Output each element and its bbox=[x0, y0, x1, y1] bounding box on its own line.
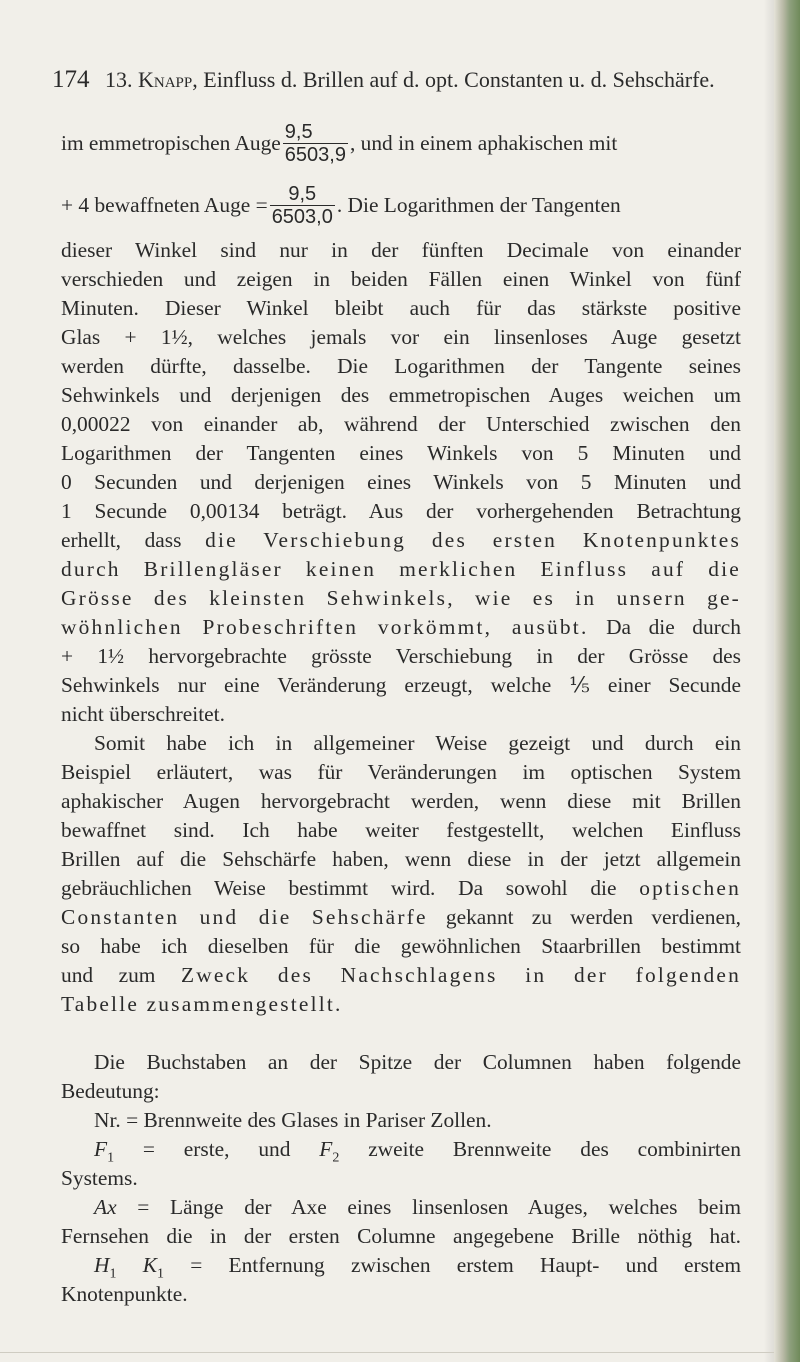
spaced-emphasis: die Verschiebung des ersten Knotenpunktes bbox=[205, 528, 741, 552]
subscript: 1 bbox=[109, 1266, 117, 1282]
definition-nr: Nr. = Brennweite des Glases in Pariser Zollen. bbox=[94, 1108, 492, 1132]
text-fragment: = Entfernung zwischen erstem Haupt- und erstem bbox=[190, 1253, 741, 1277]
text-line: bewaffnet sind. Ich habe weiter festgestellt, welchen Einfluss bbox=[61, 818, 741, 842]
formula-line-1 bbox=[61, 112, 741, 174]
symbol-f1: F bbox=[94, 1137, 108, 1161]
definitions-list bbox=[61, 1106, 741, 1309]
subscript: 2 bbox=[332, 1150, 340, 1166]
text-line: 0,00022 von einander ab, während der Unterschied zwischen den bbox=[61, 412, 741, 436]
text-line: so habe ich dieselben für die gewöhnlichen Staarbrillen bestimmt bbox=[61, 934, 741, 958]
text-line bbox=[61, 526, 741, 555]
text-fragment: Da die durch bbox=[606, 615, 741, 639]
paragraph-gap bbox=[61, 1019, 741, 1048]
definition-ax bbox=[61, 1193, 741, 1222]
fraction-1-numerator: 9,5 bbox=[284, 120, 313, 143]
text-fragment: erhellt, dass bbox=[61, 528, 182, 552]
text-line: Beispiel erläutert, was für Veränderungen im optischen System bbox=[61, 760, 741, 784]
text-line: Bedeutung: bbox=[61, 1079, 160, 1103]
formula1-after: , und in einem aphakischen mit bbox=[349, 130, 618, 155]
symbol-k1: K bbox=[142, 1253, 157, 1277]
spaced-emphasis: durch Brillengläser keinen merklichen Einfluss auf die bbox=[61, 557, 741, 581]
spaced-emphasis: Zweck des Nachschlagens in der folgenden bbox=[180, 963, 741, 987]
text-line bbox=[61, 903, 741, 932]
text-fragment: gekannt zu werden verdienen, bbox=[445, 905, 741, 929]
definition-hk bbox=[61, 1251, 741, 1280]
text-line: 1 Secunde 0,00134 beträgt. Aus der vorhergehenden Betrachtung bbox=[61, 499, 741, 523]
bottom-rule bbox=[0, 1352, 774, 1353]
text-line: 0 Secunden und derjenigen eines Winkels von 5 Minuten und bbox=[61, 470, 741, 494]
text-line: werden dürfte, dasselbe. Die Logarithmen der Tangente seines bbox=[61, 354, 741, 378]
running-header bbox=[52, 66, 752, 94]
spaced-emphasis: wöhnlichen Probeschriften vorkömmt, ausübt. bbox=[61, 615, 589, 639]
spaced-emphasis: optischen bbox=[639, 876, 741, 900]
text-line: Sehwinkels und derjenigen des emmetropischen Auges weichen um bbox=[61, 383, 741, 407]
text-line: dieser Winkel sind nur in der fünften Decimale von einander bbox=[61, 238, 741, 262]
text-fragment: und zum bbox=[61, 963, 156, 987]
text-line bbox=[61, 613, 741, 642]
header-author: Knapp, bbox=[138, 67, 198, 92]
text-line: Fernsehen die in der ersten Columne angegebene Brille nöthig hat. bbox=[61, 1224, 741, 1248]
text-line: nicht überschreitet. bbox=[61, 702, 225, 726]
page-edge bbox=[774, 0, 800, 1362]
text-line: Minuten. Dieser Winkel bleibt auch für das stärkste positive bbox=[61, 296, 741, 320]
body-text bbox=[61, 112, 741, 1309]
text-line bbox=[61, 961, 741, 990]
text-line: Brillen auf die Sehschärfe haben, wenn diese in der jetzt allgemein bbox=[61, 847, 741, 871]
text-line: Die Buchstaben an der Spitze der Columnen haben folgende bbox=[94, 1050, 741, 1074]
symbol-ax: Ax bbox=[94, 1195, 117, 1219]
page-gutter-shadow bbox=[764, 0, 774, 1362]
text-line: Glas + 1½, welches jemals vor ein linsenloses Auge gesetzt bbox=[61, 325, 741, 349]
fraction-2-numerator: 9,5 bbox=[288, 182, 317, 205]
text-line bbox=[61, 874, 741, 903]
spaced-emphasis: Grösse des kleinsten Sehwinkels, wie es in unsern ge- bbox=[61, 586, 741, 610]
subscript: 1 bbox=[107, 1150, 115, 1166]
page-number: 174 bbox=[52, 66, 90, 93]
fraction-1-denominator: 6503,9 bbox=[284, 143, 346, 166]
header-title: Einfluss d. Brillen auf d. opt. Constanten u. d. Sehschärfe. bbox=[203, 67, 715, 92]
text-fragment: = Länge der Axe eines linsenlosen Auges, welches beim bbox=[137, 1195, 741, 1219]
subscript: 1 bbox=[156, 1266, 164, 1282]
text-line: Somit habe ich in allgemeiner Weise gezeigt und durch ein bbox=[94, 731, 741, 755]
formula-line-2 bbox=[61, 174, 741, 236]
formula2-after: . Die Logarithmen der Tangenten bbox=[336, 192, 621, 217]
fraction-1 bbox=[283, 121, 348, 166]
paragraph-2 bbox=[61, 729, 741, 1019]
text-line: Systems. bbox=[61, 1166, 138, 1190]
symbol-f2: F bbox=[319, 1137, 333, 1161]
text-line: verschieden und zeigen in beiden Fällen einen Winkel von fünf bbox=[61, 267, 741, 291]
paragraph-1 bbox=[61, 236, 741, 729]
spaced-emphasis: Tabelle zusammengestellt. bbox=[61, 992, 343, 1016]
text-fragment: = erste, und bbox=[142, 1137, 291, 1161]
text-line: aphakischer Augen hervorgebracht werden, wenn diese mit Brillen bbox=[61, 789, 741, 813]
paragraph-3 bbox=[61, 1048, 741, 1106]
formula1-before: im emmetropischen Auge bbox=[61, 130, 281, 155]
fraction-2 bbox=[270, 183, 335, 228]
spaced-emphasis: Constanten und die Sehschärfe bbox=[61, 905, 428, 929]
symbol-h1: H bbox=[94, 1253, 110, 1277]
fraction-2-denominator: 6503,0 bbox=[271, 205, 333, 228]
text-line: Knotenpunkte. bbox=[61, 1282, 188, 1306]
text-line: Sehwinkels nur eine Veränderung erzeugt, welche ⅕ einer Secunde bbox=[61, 673, 741, 697]
formula2-before: + 4 bewaffneten Auge = bbox=[61, 192, 268, 217]
text-line: Logarithmen der Tangenten eines Winkels von 5 Minuten und bbox=[61, 441, 741, 465]
text-fragment: gebräuchlichen Weise bestimmt wird. Da sowohl die bbox=[61, 876, 617, 900]
text-line: + 1½ hervorgebrachte grösste Verschiebung in der Grösse des bbox=[61, 644, 741, 668]
text-fragment: zweite Brennweite des combinirten bbox=[368, 1137, 741, 1161]
chapter-prefix: 13. bbox=[105, 67, 133, 92]
definition-f bbox=[61, 1135, 741, 1164]
